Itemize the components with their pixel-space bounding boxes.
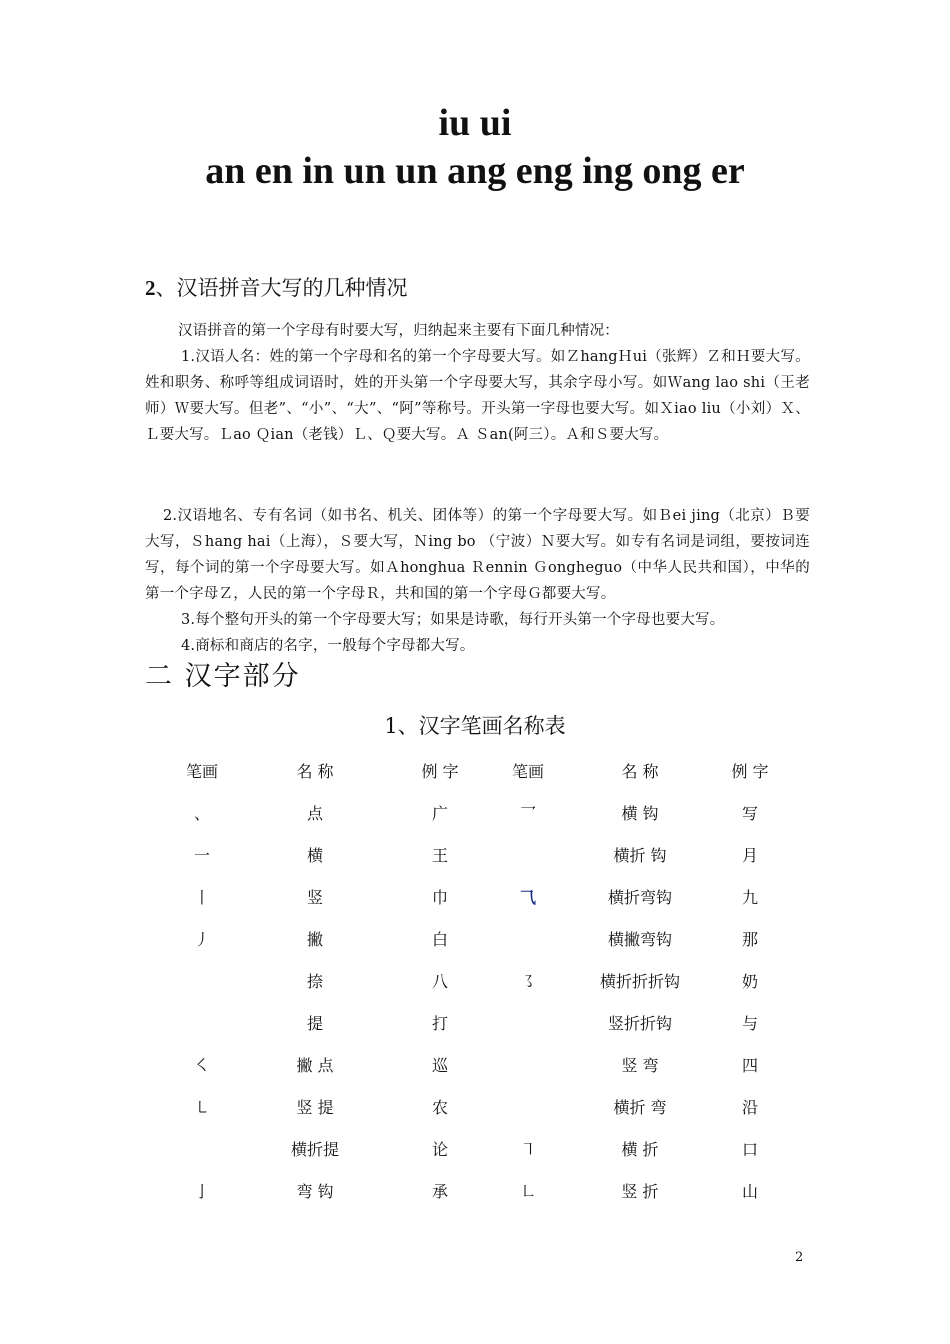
table-cell-name: 横 钩 bbox=[621, 804, 659, 823]
table-cell-example: 广 bbox=[431, 804, 448, 823]
table-cell-name: 横 bbox=[306, 846, 323, 865]
intro-paragraph: 汉语拼音的第一个字母有时要大写，归纳起来主要有下面几种情况： bbox=[178, 323, 619, 339]
section-heading bbox=[145, 272, 408, 302]
table-cell-name: 竖 折 bbox=[621, 1182, 659, 1201]
table-header-stroke: 笔画 bbox=[185, 762, 218, 781]
table-cell-stroke: ㇌ bbox=[519, 972, 536, 991]
table-title: 1、汉字笔画名称表 bbox=[384, 714, 566, 738]
table-cell-stroke: ㇕ bbox=[519, 1140, 536, 1159]
table-header-name: 名 称 bbox=[621, 762, 659, 781]
table-cell-name: 横折弯钩 bbox=[607, 888, 672, 907]
table-cell-example: 八 bbox=[431, 972, 448, 991]
page-number: 2 bbox=[795, 1250, 804, 1265]
table-cell-stroke: ㇛ bbox=[193, 1056, 210, 1075]
table-cell-name: 横 折 bbox=[621, 1140, 659, 1159]
table-cell-stroke: ㇄ bbox=[193, 1098, 210, 1117]
table-header-stroke: 笔画 bbox=[511, 762, 544, 781]
table-cell-name: 点 bbox=[306, 804, 323, 823]
table-cell-name: 竖 提 bbox=[296, 1098, 334, 1117]
table-cell-name: 弯 钩 bbox=[296, 1182, 334, 1201]
table-cell-example: 农 bbox=[431, 1098, 448, 1117]
table-cell-name: 竖 弯 bbox=[621, 1056, 659, 1075]
table-cell-name: 撇 点 bbox=[296, 1056, 334, 1075]
table-cell-example: 月 bbox=[741, 846, 758, 865]
table-cell-name: 横折 钩 bbox=[613, 846, 667, 865]
section-number: 2 bbox=[145, 276, 156, 300]
pinyin-finals-line-1: iu ui bbox=[438, 102, 512, 144]
table-cell-stroke: 亅 bbox=[193, 1182, 210, 1201]
table-cell-example: 承 bbox=[431, 1182, 448, 1201]
table-cell-name: 横折 弯 bbox=[613, 1098, 667, 1117]
table-cell-stroke: ⺄ bbox=[519, 888, 536, 907]
table-cell-example: 巾 bbox=[431, 888, 448, 907]
table-cell-example: 口 bbox=[741, 1140, 758, 1159]
table-cell-stroke: ㇗ bbox=[519, 1182, 536, 1201]
table-cell-stroke: 丨 bbox=[193, 888, 210, 907]
pinyin-finals-line-2: an en in un un ang eng ing ong er bbox=[205, 150, 745, 192]
table-cell-name: 竖折折钩 bbox=[607, 1014, 672, 1033]
table-cell-stroke: 丿 bbox=[193, 930, 210, 949]
table-cell-example: 巡 bbox=[431, 1056, 448, 1075]
table-cell-name: 横折提 bbox=[290, 1140, 339, 1159]
table-cell-name: 竖 bbox=[306, 888, 323, 907]
table-cell-example: 王 bbox=[431, 846, 448, 865]
table-header-name: 名 称 bbox=[296, 762, 334, 781]
table-cell-name: 横折折折钩 bbox=[599, 972, 680, 991]
table-cell-name: 横撇弯钩 bbox=[607, 930, 672, 949]
section-title: 、汉语拼音大写的几种情况 bbox=[155, 276, 408, 300]
table-cell-name: 提 bbox=[306, 1014, 323, 1033]
rule-paragraph-3: 3.每个整句开头的第一个字母要大写；如果是诗歌，每行开头第一个字母也要大写。 bbox=[181, 612, 725, 628]
table-cell-stroke: 乛 bbox=[519, 804, 536, 823]
table-cell-name: 捺 bbox=[306, 972, 323, 991]
table-header-example: 例 字 bbox=[731, 762, 769, 781]
table-cell-example: 写 bbox=[741, 804, 758, 823]
rule-paragraph-1: 1.汉语人名：姓的第一个字母和名的第一个字母要大写。如ＺhangＨui（张辉）Ｚ和Ｈ要大写。姓和职务、称呼等组成词语时，姓的开头第一个字母要大写，其余字母小写。如Ｗang lao shi（王老师）Ｗ要大写。但老”、“小”、“大”、“阿”等称号。开头第一字母也要大写。如Ｘiao liu（小刘）Ｘ、Ｌ要大写。Ｌao Ｑian（老钱）Ｌ、Ｑ要大写。Ａ Ｓan(阿三）。Ａ和Ｓ要大写。 bbox=[145, 349, 810, 443]
table-cell-name: 撇 bbox=[306, 930, 323, 949]
table-cell-example: 论 bbox=[431, 1140, 448, 1159]
rule-paragraph-2: 2.汉语地名、专有名词（如书名、机关、团体等）的第一个字母要大写。如Ｂei jing（北京）Ｂ要大写，Ｓhang hai（上海），Ｓ要大写，Ｎing bo （宁波）Ｎ要大写。如专有名词是词组，要按词连写，每个词的第一个字母要大写。如Ａhonghua Ｒennin Ｇongheguo（中华人民共和国），中华的第一个字母Ｚ，人民的第一个字母Ｒ，共和国的第一个字母Ｇ都要大写。 bbox=[145, 508, 810, 602]
table-cell-example: 奶 bbox=[741, 972, 758, 991]
table-cell-example: 四 bbox=[741, 1056, 758, 1075]
table-header-example: 例 字 bbox=[421, 762, 459, 781]
table-cell-example: 沿 bbox=[741, 1098, 758, 1117]
table-cell-stroke: 一 bbox=[193, 846, 210, 865]
table-cell-example: 九 bbox=[741, 888, 758, 907]
table-cell-example: 那 bbox=[741, 930, 758, 949]
table-cell-example: 打 bbox=[431, 1014, 448, 1033]
table-cell-stroke: 、 bbox=[193, 804, 210, 823]
table-cell-example: 山 bbox=[741, 1182, 758, 1201]
rule-paragraph-4: 4.商标和商店的名字，一般每个字母都大写。 bbox=[181, 638, 475, 654]
table-cell-example: 白 bbox=[431, 930, 448, 949]
table-cell-example: 与 bbox=[741, 1014, 758, 1033]
part-heading: 二 汉字部分 bbox=[145, 661, 301, 692]
